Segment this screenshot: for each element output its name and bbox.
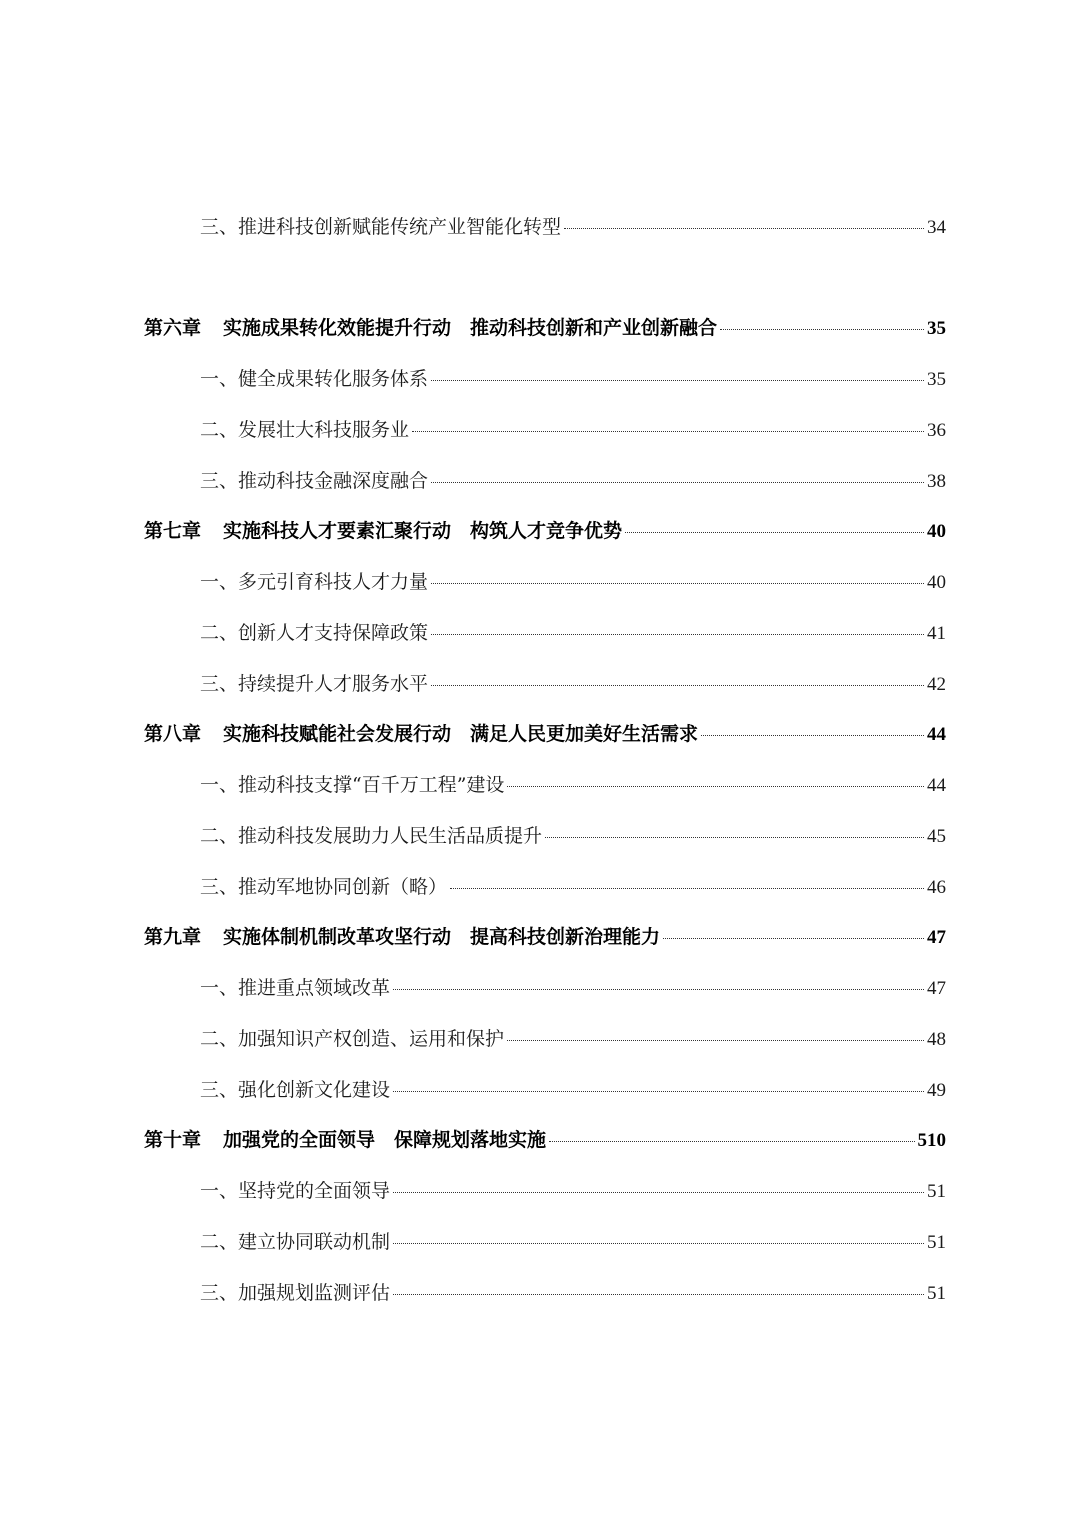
toc-entry-label: 二、建立协同联动机制 bbox=[200, 1231, 391, 1253]
toc-page-number: 49 bbox=[927, 1080, 946, 1101]
dot-leader bbox=[507, 786, 924, 787]
dot-leader bbox=[507, 1040, 924, 1041]
toc-section-entry[interactable] bbox=[200, 1075, 946, 1102]
toc-entry-label: 一、多元引育科技人才力量 bbox=[200, 571, 429, 593]
toc-entry-label: 三、强化创新文化建设 bbox=[200, 1079, 391, 1101]
chapter-title: 实施成果转化效能提升行动 推动科技创新和产业创新融合 bbox=[223, 317, 718, 339]
toc-page-number: 36 bbox=[927, 420, 946, 441]
toc-page-number: 42 bbox=[927, 674, 946, 695]
toc-page-number: 40 bbox=[927, 572, 946, 593]
toc-chapter-entry[interactable] bbox=[144, 313, 946, 340]
toc-chapter-entry[interactable] bbox=[144, 719, 946, 746]
toc-section-entry[interactable] bbox=[200, 1227, 946, 1254]
toc-entry-label: 三、推进科技创新赋能传统产业智能化转型 bbox=[200, 216, 562, 238]
toc-page-number: 46 bbox=[927, 877, 946, 898]
dot-leader bbox=[393, 1294, 924, 1295]
toc-section-entry[interactable] bbox=[200, 1278, 946, 1305]
dot-leader bbox=[412, 431, 924, 432]
dot-leader bbox=[431, 685, 924, 686]
toc-page-number: 35 bbox=[927, 369, 946, 390]
toc-page-number: 51 bbox=[927, 1181, 946, 1202]
toc-section-entry[interactable] bbox=[200, 770, 946, 797]
toc-page-number: 34 bbox=[927, 217, 946, 238]
chapter-title: 加强党的全面领导 保障规划落地实施 bbox=[223, 1129, 547, 1151]
toc-entry-label: 二、发展壮大科技服务业 bbox=[200, 419, 410, 441]
toc-page-number: 51 bbox=[927, 1232, 946, 1253]
dot-leader bbox=[545, 837, 924, 838]
toc-chapter-entry[interactable] bbox=[144, 1125, 946, 1152]
dot-leader bbox=[393, 1091, 924, 1092]
toc-entry-label: 二、推动科技发展助力人民生活品质提升 bbox=[200, 825, 543, 847]
toc-section-entry[interactable] bbox=[200, 973, 946, 1000]
dot-leader bbox=[393, 989, 924, 990]
toc-page-number: 47 bbox=[927, 978, 946, 999]
dot-leader bbox=[393, 1243, 924, 1244]
chapter-number: 第九章 bbox=[144, 926, 202, 948]
dot-leader bbox=[393, 1192, 924, 1193]
toc-entry-label: 一、坚持党的全面领导 bbox=[200, 1180, 391, 1202]
dot-leader bbox=[720, 329, 924, 330]
dot-leader bbox=[431, 583, 924, 584]
toc-chapter-entry[interactable] bbox=[144, 922, 946, 949]
toc-entry-label: 一、推动科技支撑“百千万工程”建设 bbox=[200, 774, 505, 796]
chapter-number: 第十章 bbox=[144, 1129, 202, 1151]
toc-section-entry[interactable] bbox=[200, 415, 946, 442]
dot-leader bbox=[701, 735, 924, 736]
toc-entry-label: 三、推动军地协同创新（略） bbox=[200, 876, 448, 898]
chapter-title: 实施科技赋能社会发展行动 满足人民更加美好生活需求 bbox=[223, 723, 699, 745]
toc-page-number: 44 bbox=[927, 775, 946, 796]
toc-entry-label: 三、加强规划监测评估 bbox=[200, 1282, 391, 1304]
toc-entry-label: 三、持续提升人才服务水平 bbox=[200, 673, 429, 695]
toc-section-entry[interactable] bbox=[200, 1024, 946, 1051]
toc-chapter-entry[interactable] bbox=[144, 516, 946, 543]
dot-leader bbox=[549, 1141, 914, 1142]
toc-section-entry[interactable] bbox=[200, 466, 946, 493]
chapter-number: 第六章 bbox=[144, 317, 202, 339]
dot-leader bbox=[431, 380, 924, 381]
toc-page-number: 510 bbox=[917, 1130, 946, 1151]
toc-page-number: 48 bbox=[927, 1029, 946, 1050]
toc-section-entry[interactable] bbox=[200, 618, 946, 645]
toc-page-number: 38 bbox=[927, 471, 946, 492]
toc-section-entry[interactable] bbox=[200, 212, 946, 239]
toc-page-number: 51 bbox=[927, 1283, 946, 1304]
toc-page-number: 35 bbox=[927, 318, 946, 339]
dot-leader bbox=[431, 634, 924, 635]
toc-entry-label: 一、推进重点领域改革 bbox=[200, 977, 391, 999]
toc-entry-label: 二、加强知识产权创造、运用和保护 bbox=[200, 1028, 505, 1050]
chapter-number: 第七章 bbox=[144, 520, 202, 542]
toc-section-entry[interactable] bbox=[200, 567, 946, 594]
toc-page-number: 47 bbox=[927, 927, 946, 948]
toc-section-entry[interactable] bbox=[200, 669, 946, 696]
toc-page-number: 44 bbox=[927, 724, 946, 745]
toc-entry-label: 三、推动科技金融深度融合 bbox=[200, 470, 429, 492]
toc-entry-label: 一、健全成果转化服务体系 bbox=[200, 368, 429, 390]
toc-page-number: 40 bbox=[927, 521, 946, 542]
chapter-title: 实施体制机制改革攻坚行动 提高科技创新治理能力 bbox=[223, 926, 661, 948]
chapter-title: 实施科技人才要素汇聚行动 构筑人才竞争优势 bbox=[223, 520, 623, 542]
toc-section-entry[interactable] bbox=[200, 821, 946, 848]
dot-leader bbox=[431, 482, 924, 483]
toc-page-number: 41 bbox=[927, 623, 946, 644]
toc-page-number: 45 bbox=[927, 826, 946, 847]
dot-leader bbox=[625, 532, 924, 533]
dot-leader bbox=[564, 228, 924, 229]
chapter-number: 第八章 bbox=[144, 723, 202, 745]
toc-section-entry[interactable] bbox=[200, 872, 946, 899]
dot-leader bbox=[450, 888, 924, 889]
toc-section-entry[interactable] bbox=[200, 364, 946, 391]
toc-section-entry[interactable] bbox=[200, 1176, 946, 1203]
dot-leader bbox=[663, 938, 924, 939]
toc-entry-label: 二、创新人才支持保障政策 bbox=[200, 622, 429, 644]
